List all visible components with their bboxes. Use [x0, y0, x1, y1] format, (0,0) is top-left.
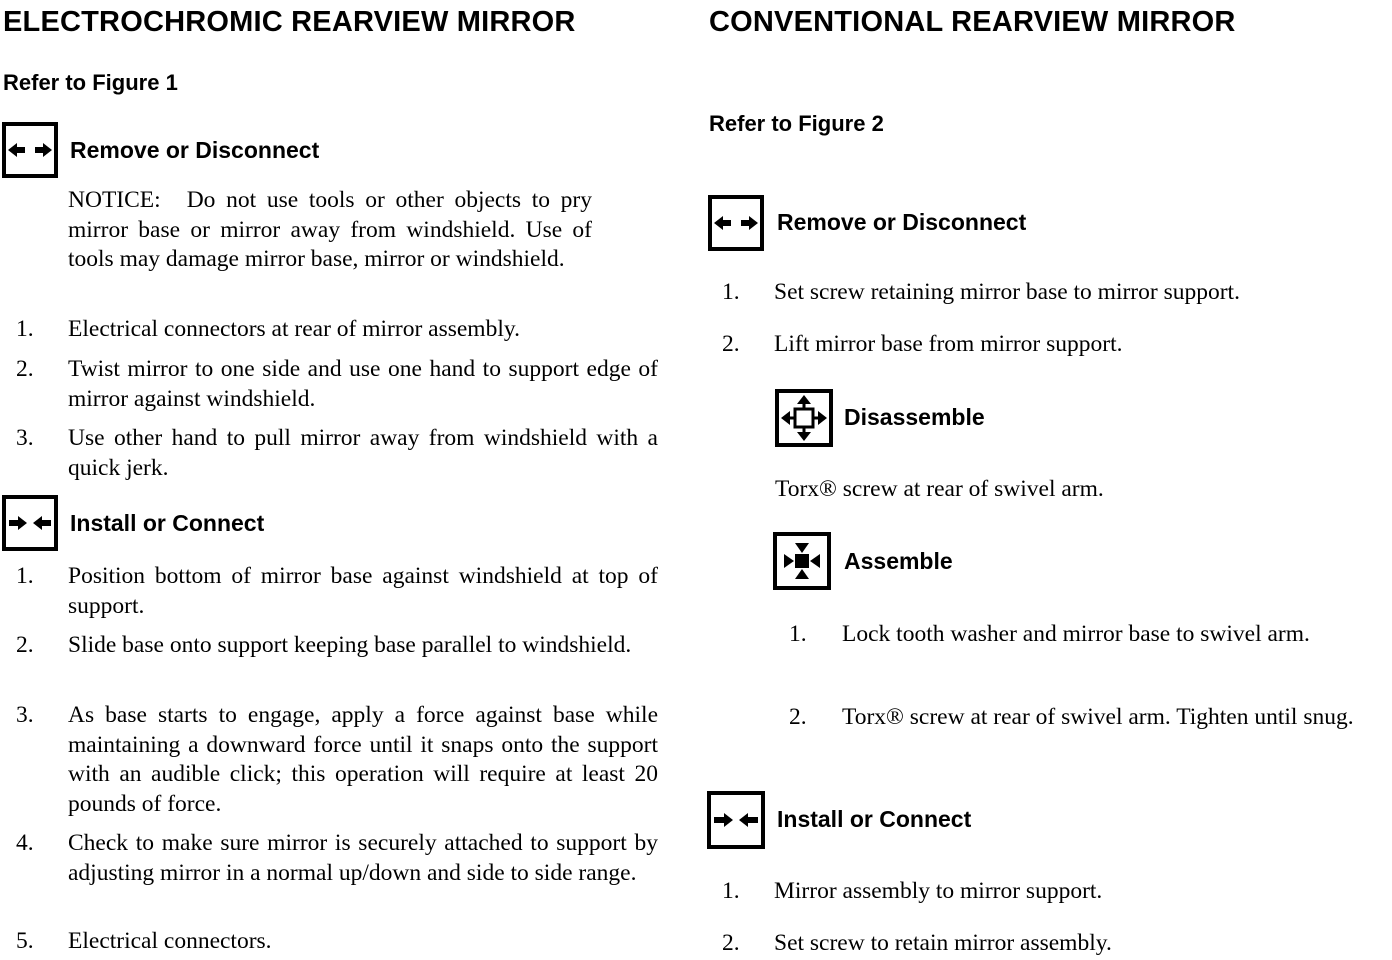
list-number: 2. — [16, 632, 34, 658]
list-number: 3. — [16, 702, 34, 728]
list-item: Torx® screw at rear of swivel arm. Tighten until snug. — [842, 704, 1354, 730]
install-connect-icon — [707, 791, 765, 849]
right-install-heading: Install or Connect — [777, 806, 972, 832]
right-remove-heading: Remove or Disconnect — [777, 209, 1027, 235]
list-item: Position bottom of mirror base against windshield at top of support. — [68, 563, 658, 619]
list-item: As base starts to engage, apply a force against base while maintaining a downward force until it snaps onto the support with an audible click; this operation will require at least 20 pounds of force. — [68, 702, 658, 817]
left-title: ELECTROCHROMIC REARVIEW MIRROR — [3, 6, 576, 38]
left-remove-heading: Remove or Disconnect — [70, 137, 320, 163]
left-refer-figure: Refer to Figure 1 — [3, 70, 178, 95]
list-number: 1. — [789, 621, 807, 647]
disassemble-heading: Disassemble — [844, 404, 985, 430]
list-number: 1. — [722, 878, 740, 904]
list-item: Slide base onto support keeping base parallel to windshield. — [68, 632, 632, 658]
right-title: CONVENTIONAL REARVIEW MIRROR — [709, 6, 1236, 38]
list-number: 2. — [789, 704, 807, 730]
right-refer-figure: Refer to Figure 2 — [709, 111, 884, 136]
notice-label: NOTICE: — [68, 187, 161, 213]
disassemble-text: Torx® screw at rear of swivel arm. — [775, 476, 1104, 502]
list-number: 1. — [722, 279, 740, 305]
list-number: 5. — [16, 928, 34, 954]
list-number: 3. — [16, 425, 34, 451]
notice-text: Do not use tools or other objects to pry mirror base or mirror away from windshield. Use of tools may damage mirror base, mirror or windshield. — [68, 187, 592, 272]
list-item: Set screw to retain mirror assembly. — [774, 930, 1112, 956]
list-number: 2. — [16, 356, 34, 382]
remove-disconnect-icon — [2, 122, 58, 178]
list-item: Mirror assembly to mirror support. — [774, 878, 1103, 904]
remove-disconnect-icon — [708, 195, 764, 251]
left-install-heading: Install or Connect — [70, 510, 265, 536]
list-item: Check to make sure mirror is securely attached to support by adjusting mirror in a normal up/down and side to side range. — [68, 830, 658, 886]
assemble-icon — [773, 532, 831, 590]
list-item: Electrical connectors. — [68, 928, 272, 954]
notice-paragraph — [68, 186, 592, 275]
list-item: Lock tooth washer and mirror base to swivel arm. — [842, 621, 1310, 647]
install-connect-icon — [2, 495, 58, 551]
list-item: Use other hand to pull mirror away from windshield with a quick jerk. — [68, 425, 658, 481]
list-number: 2. — [722, 331, 740, 357]
list-number: 1. — [16, 316, 34, 342]
list-number: 1. — [16, 563, 34, 589]
list-item: Set screw retaining mirror base to mirror support. — [774, 279, 1240, 305]
list-number: 2. — [722, 930, 740, 956]
disassemble-icon — [775, 389, 833, 447]
assemble-heading: Assemble — [844, 548, 953, 574]
list-item: Twist mirror to one side and use one hand to support edge of mirror against windshield. — [68, 356, 658, 412]
list-item: Lift mirror base from mirror support. — [774, 331, 1123, 357]
list-number: 4. — [16, 830, 34, 856]
list-item: Electrical connectors at rear of mirror assembly. — [68, 316, 520, 342]
